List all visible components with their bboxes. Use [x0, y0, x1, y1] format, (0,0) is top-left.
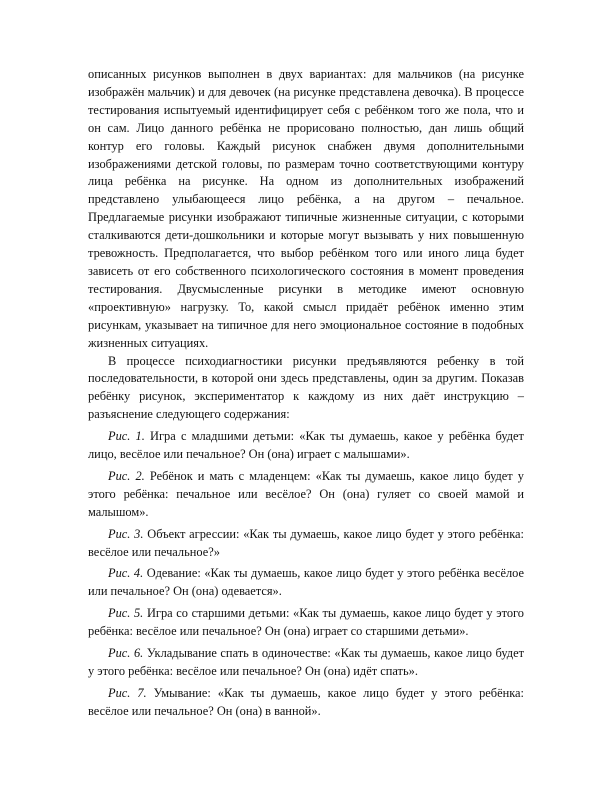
body-paragraph-2: В процессе психодиагностики рисунки предъявляются ребенку в той последовательности, в которой они здесь представлены, один за другим. Показав ребёнку рисунок, экспериментатор к каждому из них даёт инструкцию – разъяснение следующего содержания:	[88, 353, 524, 422]
figure-text: Ребёнок и мать с младенцем: «Как ты думаешь, какое лицо будет у этого ребёнка: печальное или весёлое? Он (она) гуляет со своей мамой и малышом».	[88, 468, 524, 519]
figure-instruction-2	[88, 468, 524, 522]
figure-instruction-1	[88, 428, 524, 464]
figure-text: Игра с младшими детьми: «Как ты думаешь, какое у ребёнка будет лицо, весёлое или печальное? Он (она) играет с малышами».	[88, 429, 524, 462]
figure-text: Умывание: «Как ты думаешь, какое лицо будет у этого ребёнка: весёлое или печальное? Он (она) в ванной».	[88, 685, 524, 718]
figure-instruction-4	[88, 565, 524, 601]
figure-text: Одевание: «Как ты думаешь, какое лицо будет у этого ребёнка весёлое или печальное? Он (она) одевается».	[88, 566, 524, 599]
body-paragraph-1: описанных рисунков выполнен в двух вариантах: для мальчиков (на рисунке изображён мальчик) и для девочек (на рисунке представлена девочка). В процессе тестирования испытуемый идентифицирует себя с ребёнком того же пола, что и он сам. Лицо данного ребёнка не прорисовано полностью, дан лишь общий контур его головы. Каждый рисунок снабжен двумя дополнительными изображениями детской головы, по размерам точно соответствующими контуру лица ребёнка на рисунке. На одном из дополнительных изображений представлено улыбающееся лицо ребёнка, а на другом – печальное. Предлагаемые рисунки изображают типичные жизненные ситуации, с которыми сталкиваются дети-дошкольники и которые могут вызывать у них повышенную тревожность. Предполагается, что выбор ребёнком того или иного лица будет зависеть от его собственного психологического состояния в момент проведения тестирования. Двусмысленные рисунки в методике имеют основную «проективную» нагрузку. То, какой смысл придаёт ребёнок именно этим рисункам, указывает на типичное для него эмоциональное состояние в подобных жизненных ситуациях.	[88, 67, 524, 350]
figure-instruction-7	[88, 685, 524, 721]
figure-instruction-6	[88, 645, 524, 681]
figure-label: Рис. 7.	[108, 685, 147, 700]
figure-label: Рис. 6.	[108, 646, 144, 661]
figure-text: Игра со старшими детьми: «Как ты думаешь, какое лицо будет у этого ребёнка: весёлое или печальное? Он (она) играет со старшими детьми».	[88, 606, 524, 639]
figure-instruction-5	[88, 605, 524, 641]
figure-label: Рис. 4.	[108, 566, 144, 581]
figure-label: Рис. 2.	[108, 468, 145, 483]
figure-text: Объект агрессии: «Как ты думаешь, какое лицо будет у этого ребёнка: весёлое или печальное?»	[88, 526, 524, 559]
figure-instruction-3	[88, 526, 524, 562]
figure-instructions-list	[88, 428, 524, 721]
figure-label: Рис. 3.	[108, 526, 144, 541]
figure-label: Рис. 1.	[108, 429, 145, 444]
figure-label: Рис. 5.	[108, 606, 144, 621]
figure-text: Укладывание спать в одиночестве: «Как ты думаешь, какое лицо будет у этого ребёнка: весёлое или печальное? Он (она) идёт спать».	[88, 646, 524, 678]
document-page	[88, 66, 524, 725]
